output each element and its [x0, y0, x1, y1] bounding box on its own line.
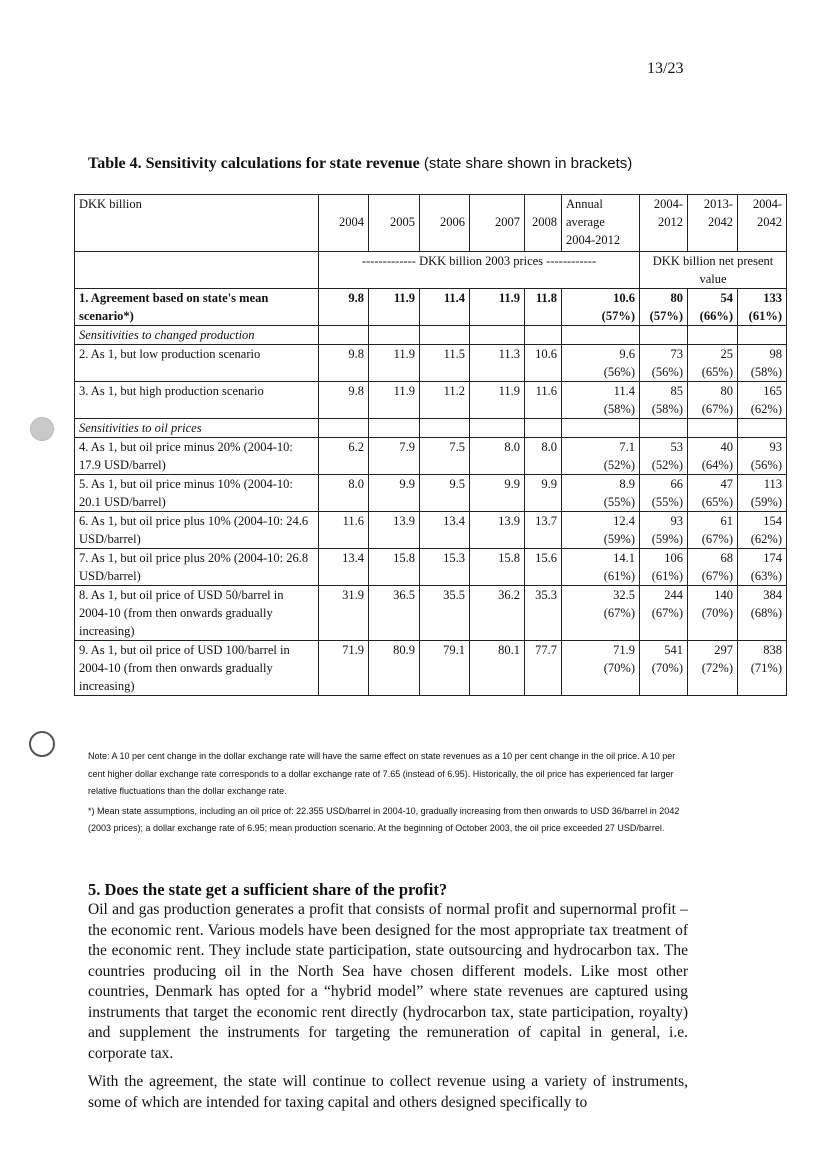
period-value-amount: 80	[720, 384, 733, 398]
state-share: (56%)	[750, 458, 782, 472]
period-header: 2004-2042	[738, 195, 787, 252]
year-value: 8.0	[319, 475, 369, 512]
period-value	[738, 512, 787, 549]
avg-value-amount: 71.9	[613, 643, 635, 657]
year-value: 36.2	[470, 586, 525, 641]
row-label: 3. As 1, but high production scenario	[75, 382, 319, 419]
table-row	[75, 641, 787, 696]
period-value	[640, 549, 688, 586]
state-share: (58%)	[750, 365, 782, 379]
year-value: 13.4	[319, 549, 369, 586]
state-share: (56%)	[651, 365, 683, 379]
year-value: 9.8	[319, 289, 369, 326]
state-share: (55%)	[603, 495, 635, 509]
period-value	[738, 549, 787, 586]
year-header: 2008	[525, 195, 562, 252]
period-value-amount: 133	[763, 291, 782, 305]
state-share: (63%)	[750, 569, 782, 583]
punch-hole-icon	[29, 731, 55, 757]
state-share: (72%)	[701, 661, 733, 675]
period-value	[688, 549, 738, 586]
year-value: 7.5	[420, 438, 470, 475]
state-share: (59%)	[750, 495, 782, 509]
period-value	[640, 438, 688, 475]
avg-value	[562, 289, 640, 326]
year-header: 2005	[369, 195, 420, 252]
period-value	[738, 586, 787, 641]
period-value	[738, 475, 787, 512]
year-value: 11.9	[369, 345, 420, 382]
year-value: 15.6	[525, 549, 562, 586]
year-value: 31.9	[319, 586, 369, 641]
avg-value-amount: 12.4	[613, 514, 635, 528]
row-label: 6. As 1, but oil price plus 10% (2004-10: 24.6 USD/barrel)	[75, 512, 319, 549]
period-value	[688, 641, 738, 696]
section-label: Sensitivities to oil prices	[75, 419, 319, 438]
period-header: 2013-2042	[688, 195, 738, 252]
avg-value-amount: 32.5	[613, 588, 635, 602]
row-label: 1. Agreement based on state's mean scenario*)	[75, 289, 319, 326]
year-value: 15.8	[369, 549, 420, 586]
avg-value	[562, 641, 640, 696]
section-label: Sensitivities to changed production	[75, 326, 319, 345]
avg-value-amount: 14.1	[613, 551, 635, 565]
year-value: 13.4	[420, 512, 470, 549]
avg-value	[562, 382, 640, 419]
period-value-amount: 113	[763, 477, 782, 491]
note-assumptions: *) Mean state assumptions, including an oil price of: 22.355 USD/barrel in 2004-10, gradually increasing from then onwards to USD 36/barrel in 2042 (2003 prices); a dollar exchange rate of 6.95; mean production scenario. At the beginning of October 2003, the oil price exceeded 27 USD/barrel.	[88, 805, 680, 833]
period-value	[640, 345, 688, 382]
year-value: 9.5	[420, 475, 470, 512]
state-share: (68%)	[750, 606, 782, 620]
year-value: 77.7	[525, 641, 562, 696]
punch-hole-icon	[30, 417, 54, 441]
avg-value-amount: 10.6	[613, 291, 635, 305]
avg-value	[562, 475, 640, 512]
sensitivity-table	[74, 194, 787, 696]
year-value: 35.3	[525, 586, 562, 641]
period-value	[738, 641, 787, 696]
period-value-amount: 838	[763, 643, 782, 657]
state-share: (61%)	[651, 569, 683, 583]
price-basis-label: ------------- DKK billion 2003 prices ------------	[319, 252, 640, 289]
state-share: (56%)	[603, 365, 635, 379]
avg-value	[562, 549, 640, 586]
year-value: 11.2	[420, 382, 470, 419]
year-value: 15.3	[420, 549, 470, 586]
avg-value-amount: 11.4	[613, 384, 635, 398]
period-value-amount: 85	[670, 384, 683, 398]
state-share: (70%)	[603, 661, 635, 675]
period-value	[738, 289, 787, 326]
period-value-amount: 384	[763, 588, 782, 602]
avg-value	[562, 586, 640, 641]
state-share: (67%)	[603, 606, 635, 620]
table-title-rest: (state share shown in brackets)	[419, 155, 633, 172]
state-share: (67%)	[651, 606, 683, 620]
period-value-amount: 165	[763, 384, 782, 398]
period-value	[640, 382, 688, 419]
table-header-row	[75, 195, 787, 252]
table-row	[75, 289, 787, 326]
year-header: 2006	[420, 195, 470, 252]
period-header: 2004-2012	[640, 195, 688, 252]
year-value: 11.6	[525, 382, 562, 419]
period-value-amount: 93	[670, 514, 683, 528]
year-value: 11.6	[319, 512, 369, 549]
avg-value	[562, 438, 640, 475]
year-value: 6.2	[319, 438, 369, 475]
avg-value-amount: 8.9	[619, 477, 635, 491]
year-value: 7.9	[369, 438, 420, 475]
period-value-amount: 93	[769, 440, 782, 454]
section-row	[75, 419, 787, 438]
year-value: 15.8	[470, 549, 525, 586]
state-share: (52%)	[603, 458, 635, 472]
state-share: (59%)	[651, 532, 683, 546]
state-share: (62%)	[750, 532, 782, 546]
year-value: 8.0	[470, 438, 525, 475]
section-heading: 5. Does the state get a sufficient share of the profit?	[88, 880, 448, 899]
year-value: 36.5	[369, 586, 420, 641]
row-label: 8. As 1, but oil price of USD 50/barrel in 2004-10 (from then onwards gradually increasing)	[75, 586, 319, 641]
year-value: 9.9	[470, 475, 525, 512]
row-label: 2. As 1, but low production scenario	[75, 345, 319, 382]
state-share: (65%)	[701, 495, 733, 509]
year-value: 13.7	[525, 512, 562, 549]
period-value	[640, 512, 688, 549]
avg-value	[562, 512, 640, 549]
state-share: (58%)	[651, 402, 683, 416]
period-value-amount: 154	[763, 514, 782, 528]
row-label: 9. As 1, but oil price of USD 100/barrel in 2004-10 (from then onwards gradually increasing)	[75, 641, 319, 696]
unit-label: DKK billion	[75, 195, 319, 252]
period-value-amount: 174	[763, 551, 782, 565]
period-value	[738, 345, 787, 382]
table-row	[75, 345, 787, 382]
year-value: 11.9	[470, 289, 525, 326]
row-label: 7. As 1, but oil price plus 20% (2004-10: 26.8 USD/barrel)	[75, 549, 319, 586]
period-value	[688, 382, 738, 419]
state-share: (55%)	[651, 495, 683, 509]
period-value	[688, 289, 738, 326]
year-value: 11.5	[420, 345, 470, 382]
period-value	[640, 586, 688, 641]
period-value	[640, 641, 688, 696]
state-share: (61%)	[603, 569, 635, 583]
year-value: 80.1	[470, 641, 525, 696]
period-value-amount: 47	[720, 477, 733, 491]
period-value-amount: 73	[670, 347, 683, 361]
state-share: (67%)	[701, 532, 733, 546]
table-title	[88, 155, 632, 173]
state-share: (71%)	[750, 661, 782, 675]
period-value	[640, 475, 688, 512]
avg-value-amount: 9.6	[619, 347, 635, 361]
period-value-amount: 68	[720, 551, 733, 565]
period-value-amount: 40	[720, 440, 733, 454]
period-value-amount: 541	[664, 643, 683, 657]
note-exchange-rate: Note: A 10 per cent change in the dollar exchange rate will have the same effect on state revenues as a 10 per cent change in the oil price. A 10 per cent higher dollar exchange rate corresponds to a dollar exchange rate of 7.65 (instead of 6.95). Historically, the oil price has experienced far larger relative fluctuations than the dollar exchange rate.	[88, 751, 676, 796]
state-share: (57%)	[649, 309, 683, 323]
period-value	[688, 586, 738, 641]
avg-value-amount: 7.1	[619, 440, 635, 454]
period-value-amount: 106	[664, 551, 683, 565]
paragraph: Oil and gas production generates a profit that consists of normal profit and supernormal profit – the economic rent. Various models have been designed for the most appropriate tax treatment of the economic rent. They include state participation, state outsourcing and hydrocarbon tax. The countries producing oil in the North Sea have chosen different models. Like most other countries, Denmark has opted for a “hybrid model” where state revenues are captured using instruments that target the economic rent directly (hydrocarbon tax, state participation, royalty) and supplement the instruments for targeting the remuneration of capital in general, i.e. corporate tax.	[88, 901, 688, 1062]
period-value	[688, 475, 738, 512]
paragraph: With the agreement, the state will continue to collect revenue using a variety of instruments, some of which are intended for taxing capital and others designed specifically to	[88, 1073, 688, 1111]
pv-label: DKK billion net present value	[640, 252, 787, 289]
year-value: 35.5	[420, 586, 470, 641]
year-value: 9.9	[525, 475, 562, 512]
year-value: 10.6	[525, 345, 562, 382]
state-share: (65%)	[701, 365, 733, 379]
table-row	[75, 512, 787, 549]
state-share: (67%)	[701, 569, 733, 583]
row-label: 4. As 1, but oil price minus 20% (2004-10: 17.9 USD/barrel)	[75, 438, 319, 475]
period-value-amount: 53	[670, 440, 683, 454]
state-share: (70%)	[651, 661, 683, 675]
page-number: 13/23	[647, 60, 684, 77]
period-value	[738, 438, 787, 475]
state-share: (61%)	[748, 309, 782, 323]
period-value-amount: 25	[720, 347, 733, 361]
year-header: 2007	[470, 195, 525, 252]
year-value: 9.9	[369, 475, 420, 512]
avg-header: Annual average 2004-2012	[562, 195, 640, 252]
year-value: 11.9	[369, 289, 420, 326]
year-value: 80.9	[369, 641, 420, 696]
year-value: 8.0	[525, 438, 562, 475]
state-share: (66%)	[699, 309, 733, 323]
table-row	[75, 475, 787, 512]
state-share: (59%)	[603, 532, 635, 546]
period-value-amount: 66	[670, 477, 683, 491]
state-share: (52%)	[651, 458, 683, 472]
state-share: (67%)	[701, 402, 733, 416]
state-share: (64%)	[701, 458, 733, 472]
period-value	[738, 382, 787, 419]
table-row	[75, 382, 787, 419]
state-share: (57%)	[601, 309, 635, 323]
section-row	[75, 326, 787, 345]
year-value: 11.4	[420, 289, 470, 326]
period-value-amount: 297	[714, 643, 733, 657]
state-share: (62%)	[750, 402, 782, 416]
table-title-bold: Table 4. Sensitivity calculations for state revenue	[88, 155, 420, 172]
period-value-amount: 80	[670, 291, 683, 305]
year-value: 9.8	[319, 345, 369, 382]
period-value-amount: 98	[769, 347, 782, 361]
period-value	[640, 289, 688, 326]
period-value-amount: 61	[720, 514, 733, 528]
period-value-amount: 244	[664, 588, 683, 602]
table-row	[75, 549, 787, 586]
state-share: (58%)	[603, 402, 635, 416]
period-value	[688, 438, 738, 475]
period-value-amount: 54	[720, 291, 733, 305]
table-subheader-row	[75, 252, 787, 289]
state-share: (70%)	[701, 606, 733, 620]
year-value: 11.3	[470, 345, 525, 382]
avg-value	[562, 345, 640, 382]
table-notes	[88, 748, 690, 840]
year-value: 13.9	[470, 512, 525, 549]
year-value: 11.9	[369, 382, 420, 419]
year-value: 71.9	[319, 641, 369, 696]
row-label: 5. As 1, but oil price minus 10% (2004-10: 20.1 USD/barrel)	[75, 475, 319, 512]
period-value-amount: 140	[714, 588, 733, 602]
year-value: 13.9	[369, 512, 420, 549]
table-row	[75, 438, 787, 475]
year-value: 9.8	[319, 382, 369, 419]
period-value	[688, 512, 738, 549]
table-row	[75, 586, 787, 641]
year-value: 11.8	[525, 289, 562, 326]
year-value: 79.1	[420, 641, 470, 696]
period-value	[688, 345, 738, 382]
year-value: 11.9	[470, 382, 525, 419]
year-header: 2004	[319, 195, 369, 252]
